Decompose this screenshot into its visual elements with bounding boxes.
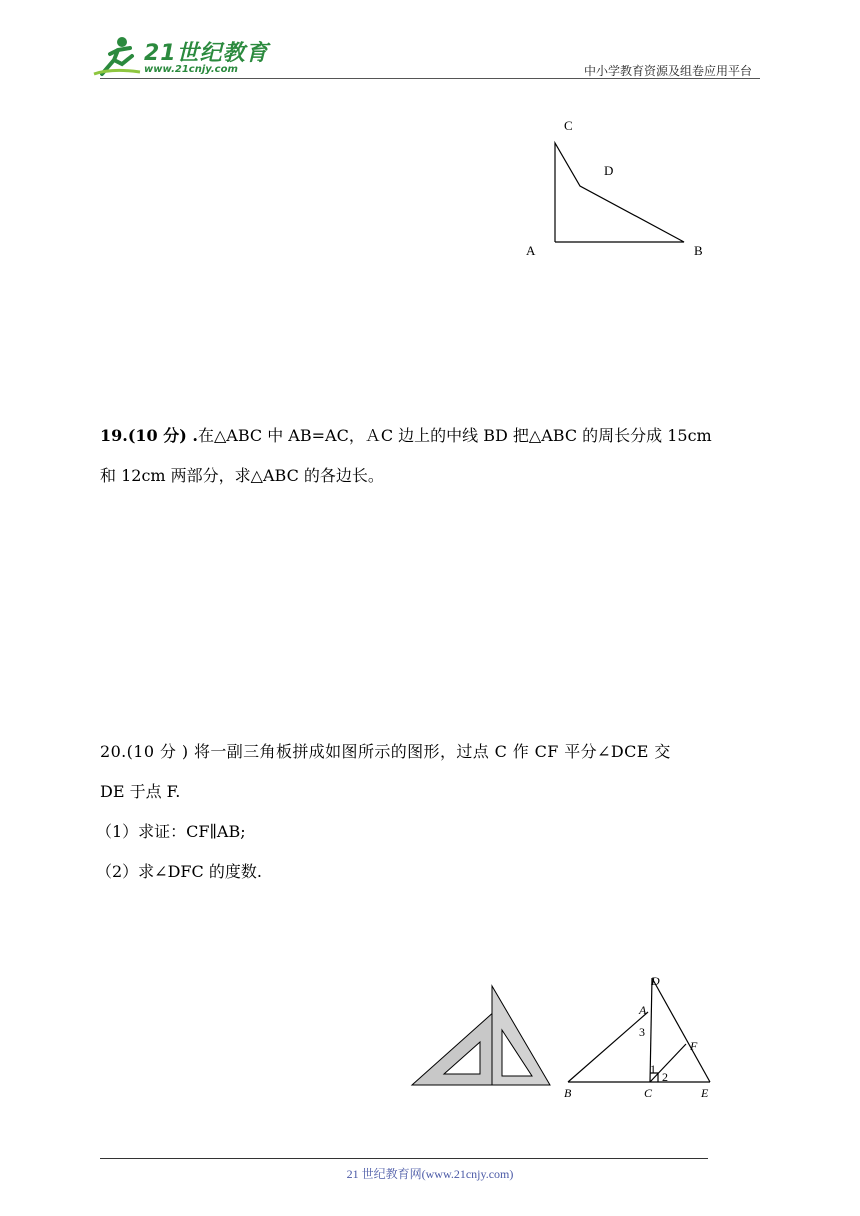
footer-divider [100, 1158, 708, 1159]
q19-number: 19.(10 分) . [100, 426, 198, 445]
q19-text-1: 在△ABC 中 AB=AC，ＡC 边上的中线 BD 把△ABC 的周长分成 15cm [197, 426, 712, 445]
runner-logo-icon [92, 34, 142, 80]
fig2-label-E: E [701, 1086, 709, 1100]
label-C: C [564, 118, 573, 133]
q19-line-1 [100, 416, 762, 456]
logo-url: www.21cnjy.com [144, 64, 238, 75]
header-tagline: 中小学教育资源及组卷应用平台 [583, 64, 752, 78]
label-A: A [526, 243, 536, 258]
label-B: B [694, 243, 703, 258]
site-logo [92, 34, 272, 80]
q20-part-1: （1）求证：CF∥AB; [96, 822, 246, 841]
q20-line-1: 20.(10 分 ) 将一副三角板拼成如图所示的图形，过点 C 作 CF 平分∠DCE 交 [100, 742, 671, 761]
question-20 [96, 732, 762, 892]
question-19 [100, 416, 762, 496]
fig2-label-3: 3 [639, 1025, 645, 1039]
header-divider [100, 78, 760, 79]
q20-part-2: （2）求∠DFC 的度数. [96, 862, 262, 881]
fig2-label-A: A [639, 1003, 647, 1017]
figure-2-drawing [408, 970, 728, 1105]
q20-line-2: DE 于点 F. [100, 782, 181, 801]
q19-line-2: 和 12cm 两部分，求△ABC 的各边长。 [100, 466, 384, 485]
fig2-label-F: F [690, 1039, 698, 1053]
fig2-label-C: C [644, 1086, 653, 1100]
figure-1-lines [520, 112, 720, 262]
fig2-label-D: D [651, 974, 660, 988]
label-D: D [604, 163, 614, 178]
fig2-label-2: 2 [662, 1070, 668, 1084]
footer-text: 21 世纪教育网(www.21cnjy.com) [346, 1167, 514, 1181]
fig2-label-B: B [564, 1086, 572, 1100]
logo-text: 21世纪教育 [144, 41, 269, 66]
fig2-label-1: 1 [650, 1062, 656, 1076]
